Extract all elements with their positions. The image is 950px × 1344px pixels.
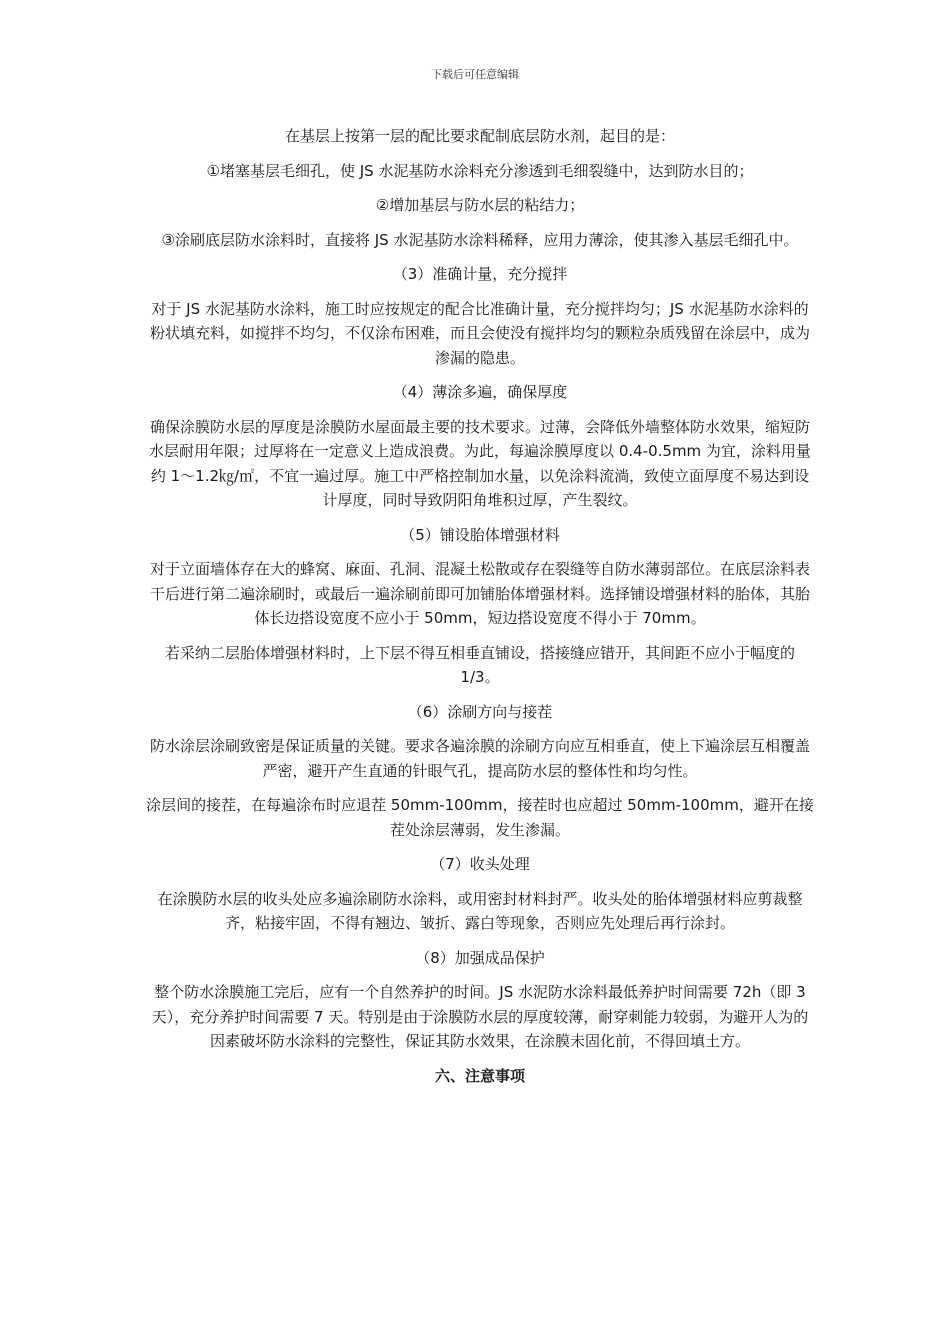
paragraph: ②增加基层与防水层的粘结力；	[375, 196, 585, 214]
paragraph: 整个防水涂膜施工完后，应有一个自然养护的时间。JS 水泥防水涂料最低养护时间需要 72h（即 3 天），充分养护时间需要 7 天。特别是由于涂膜防水层的厚度较薄，耐穿刺能力较弱，为避开人为的因素破坏防水涂料的完整性，保证其防水效果，在涂膜未固化前，不得回填土方。	[151, 983, 809, 1050]
subheading: （3）准确计量，充分搅拌	[392, 265, 568, 283]
paragraph: 防水涂层涂刷致密是保证质量的关键。要求各遍涂膜的涂刷方向应互相垂直，使上下遍涂层互相覆盖严密，避开产生直通的针眼气孔，提高防水层的整体性和均匀性。	[149, 737, 810, 780]
paragraph: 对于立面墙体存在大的蜂窝、麻面、孔洞、混凝土松散或存在裂缝等自防水薄弱部位。在底层涂料表干后进行第二遍涂刷时，或最后一遍涂刷前即可加铺胎体增强材料。选择铺设增强材料的胎体，其胎体长边搭设宽度不应小于 50mm，短边搭设宽度不得小于 70mm。	[149, 560, 810, 627]
subheading: （8）加强成品保护	[415, 948, 545, 967]
document-body	[145, 124, 815, 1098]
subheading: （7）收头处理	[430, 855, 530, 873]
paragraph: 涂层间的接茬，在每遍涂布时应退茬 50mm-100mm，接茬时也应超过 50mm-100mm，避开在接茬处涂层薄弱，发生渗漏。	[146, 796, 814, 839]
paragraph: 若采纳二层胎体增强材料时，上下层不得互相垂直铺设，搭接缝应错开，其间距不应小于幅度的 1/3。	[164, 643, 795, 686]
paragraph: 在基层上按第一层的配比要求配制底层防水剂，起目的是：	[284, 127, 675, 145]
subheading: （4）薄涂多遍，确保厚度	[392, 383, 568, 401]
header-note: 下载后可任意编辑	[431, 68, 519, 81]
paragraph: 确保涂膜防水层的厚度是涂膜防水屋面最主要的技术要求。过薄，会降低外墙整体防水效果，缩短防水层耐用年限；过厚将在一定意义上造成浪费。为此，每遍涂膜厚度以 0.4-0.5mm 为宜，涂料用量约 1～1.2㎏/㎡，不宜一遍过厚。施工中严格控制加水量，以免涂料流淌，致使立面厚度不易达到设计厚度，同时导致阴阳角堆积过厚，产生裂纹。	[149, 417, 811, 509]
subheading: （5）铺设胎体增强材料	[400, 525, 560, 544]
paragraph: ①堵塞基层毛细孔，使 JS 水泥基防水涂料充分渗透到毛细裂缝中，达到防水目的；	[206, 161, 754, 180]
paragraph: 对于 JS 水泥基防水涂料，施工时应按规定的配合比准确计量，充分搅拌均匀；JS 水泥基防水涂料的粉状填充料，如搅拌不均匀，不仅涂布困难，而且会使没有搅拌均匀的颗粒杂质残留在涂层中，成为渗漏的隐患。	[149, 299, 810, 367]
paragraph: ③涂刷底层防水涂料时，直接将 JS 水泥基防水涂料稀释，应用力薄涂，使其渗入基层毛细孔中。	[161, 230, 799, 249]
subheading: （6）涂刷方向与接茬	[407, 702, 553, 721]
paragraph: 在涂膜防水层的收头处应多遍涂刷防水涂料，或用密封材料封严。收头处的胎体增强材料应剪裁整齐，粘接牢固，不得有翘边、皱折、露白等现象，否则应先处理后再行涂封。	[157, 889, 803, 932]
section-title: 六、注意事项	[434, 1066, 525, 1085]
